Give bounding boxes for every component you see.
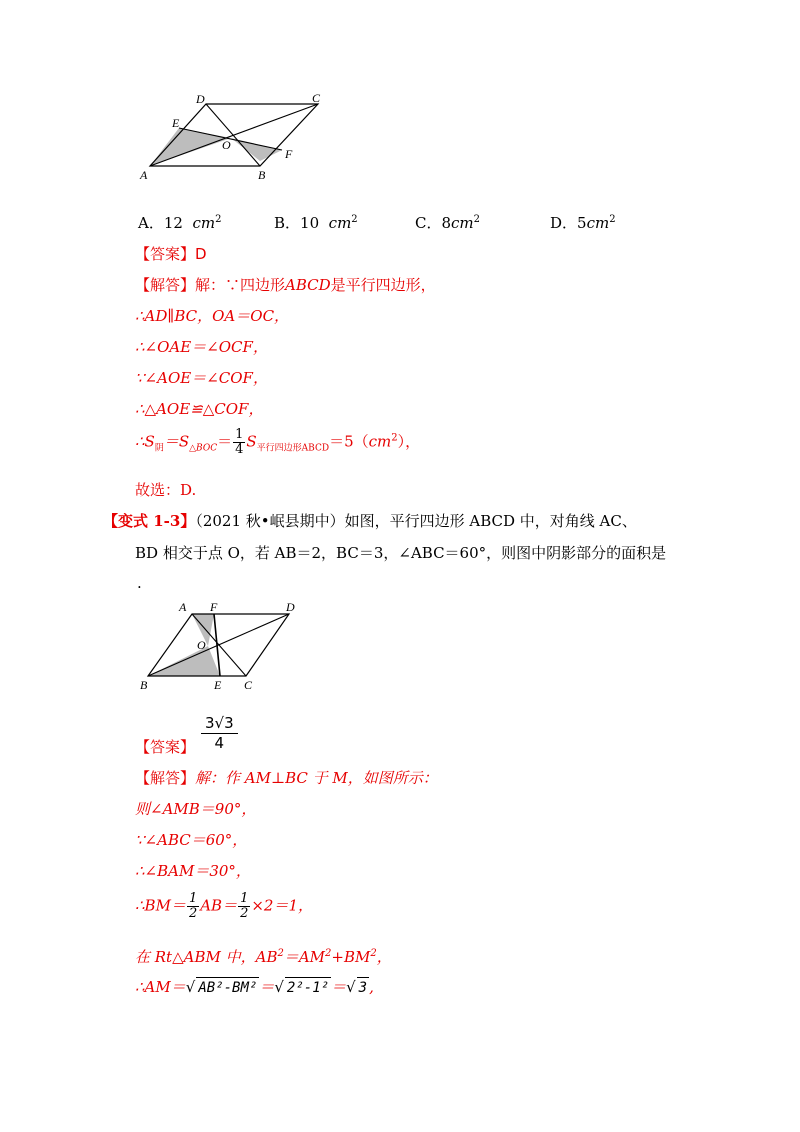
label-f: F [210, 600, 218, 614]
solution-2-line-2: 则∠AMB＝90°， [135, 800, 257, 818]
label-f: F [285, 147, 293, 161]
solution-2-line-5: ∴BM＝ $\frac{1}{2}$ AB＝ $\frac{1}{2}$ ×2＝1， [135, 891, 314, 921]
solution-2-line-4: ∴∠BAM＝30°， [135, 862, 251, 880]
sqrt-icon: √ [274, 978, 284, 996]
figure-2-parallelogram [136, 598, 316, 694]
solution-1-conclusion: 故选：D. [135, 481, 197, 499]
label-o: O [222, 138, 231, 152]
label-c: C [244, 678, 253, 692]
label-a: A [179, 600, 187, 614]
solution-1-line-1: 【解答】解：∵四边形ABCD是平行四边形， [135, 276, 436, 294]
answer-2-fraction: $\frac{3√3}{4}$ [201, 714, 238, 752]
label-d: D [286, 600, 295, 614]
solution-1-line-2: ∴AD∥BC，OA＝OC， [135, 307, 290, 325]
option-a: A．12 $cm^2$ [138, 214, 222, 232]
solution-2-line-7: ∴AM＝√ AB²-BM² ＝√ 2²-1² ＝√ 3 , [135, 978, 374, 996]
label-d: D [196, 92, 205, 106]
solution-1-line-5: ∴△AOE≌△COF， [135, 400, 264, 418]
fraction-one-half: $\frac{1}{2}$ [240, 891, 249, 921]
label-b: B [140, 678, 148, 692]
option-c: C．$8cm^2$ [415, 214, 481, 232]
label-o: O [197, 638, 206, 652]
solution-1-line-3: ∴∠OAE＝∠OCF， [135, 338, 268, 356]
sqrt-icon: √ [346, 978, 356, 996]
label-a: A [140, 168, 148, 182]
shaded-triangle-aoe [150, 128, 231, 166]
solution-1-line-4: ∵∠AOE＝∠COF， [135, 369, 268, 387]
solution-2-line-6: 在 Rt△ABM 中，$AB^2=AM^2+BM^2$， [135, 948, 392, 966]
option-d: D．$5cm^2$ [550, 214, 616, 232]
fraction-one-half: $\frac{1}{2}$ [188, 891, 198, 921]
answer-2: 【答案】 [135, 738, 196, 756]
solution-2-line-1: 【解答】解：作 AM⊥BC 于 M，如图所示： [135, 769, 438, 787]
label-c: C [312, 92, 321, 105]
option-b: B．10 $cm^2$ [274, 214, 358, 232]
fraction-one-quarter: $\frac{1}{4}$ [235, 427, 244, 457]
solution-2-line-3: ∵∠ABC＝60°， [135, 831, 248, 849]
solution-1-line-6: $\therefore S_阴=S_{\triangle BOC}=$ $\frac{1}{4}$ $S_{平行四边形ABCD}=5(cm^2)$， [135, 427, 421, 457]
figure-1-parallelogram [136, 92, 336, 182]
label-b: B [258, 168, 266, 182]
sqrt-icon: √ [185, 978, 196, 996]
variant-text-2: BD 相交于点 O，若 AB＝2，BC＝3，∠ABC＝60°，则图中阴影部分的面积是 [135, 544, 667, 562]
variant-text-1: 【变式 1-3】（2021 秋•岷县期中）如图，平行四边形 ABCD 中，对角线 AC、 [103, 512, 637, 530]
label-e: E [172, 116, 180, 130]
answer-1: 【答案】D [135, 245, 207, 263]
variant-text-3: . [137, 574, 142, 592]
label-e: E [214, 678, 222, 692]
